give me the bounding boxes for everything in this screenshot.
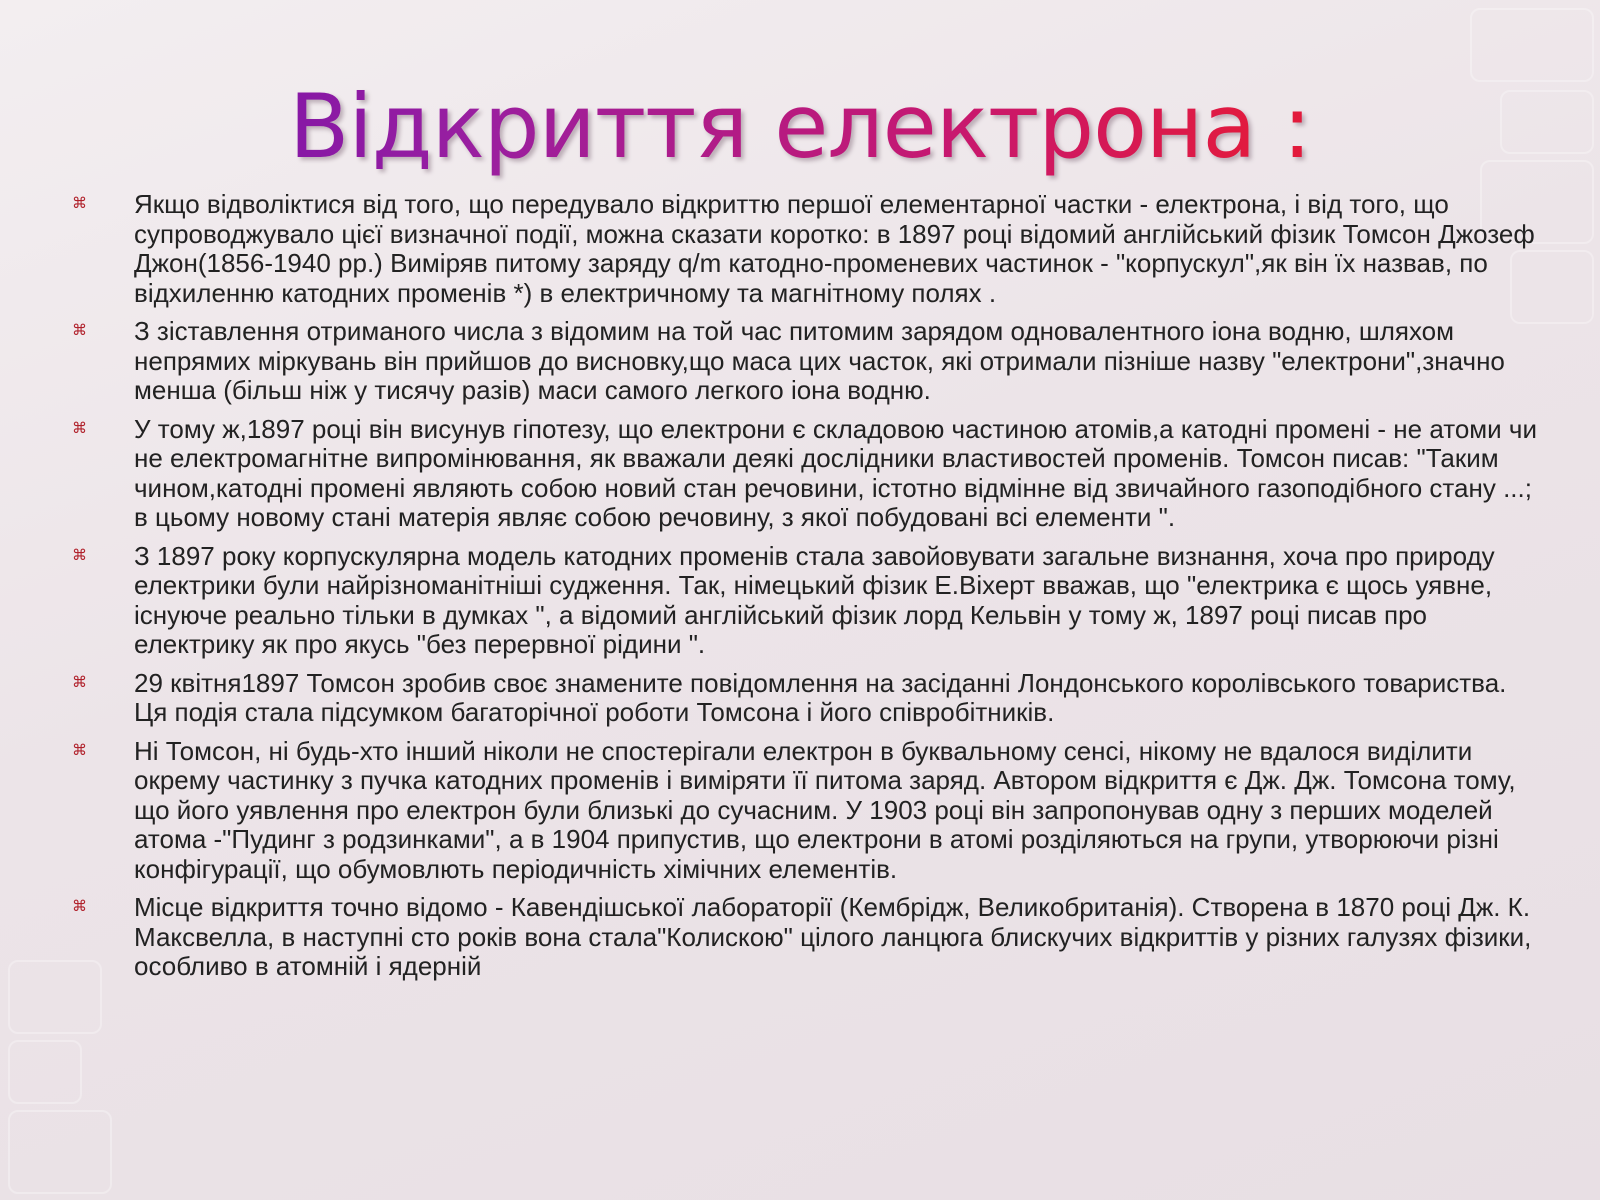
command-key-icon: ⌘ — [72, 419, 87, 437]
bullet-text: Місце відкриття точно відомо - Кавендішської лабораторії (Кембрідж, Великобританія). Створена в 1870 році Дж. К. Максвелла, в наступні сто років вона стала"Колискою" цілого ланцюга блискучих відкриттів у різних галузях фізики, особливо в атомній і ядерній — [134, 892, 1532, 981]
bullet-text: З 1897 року корпускулярна модель катодних променів стала завойовувати загальне визнання, хоча про природу електрики були найрізноманітніші судження. Так, німецький фізик Е.Віхерт вважав, що "електрика є щось уявне, існуюче реально тільки в думках ", а відомий англійський фізик лорд Кельвін у тому ж, 1897 році писав про електрику як про якусь "без перервної рідини ". — [134, 540, 1495, 659]
list-item — [72, 190, 1540, 308]
bullet-text: Якщо відволіктися від того, що передувало відкриттю першої елементарної частки - електрона, і від того, що супроводжувало цієї визначної події, можна сказати коротко: в 1897 році відомий англійський фізик Томсон Джозеф Джон(1856-1940 рр.) Виміряв питому заряду q/m катодно-променевих частинок - "корпускул",як він їх назвав, по відхиленню катодних променів *) в електричному та магнітному полях . — [134, 189, 1535, 308]
command-key-icon: ⌘ — [72, 898, 87, 915]
slide-title: Відкриття електрона : — [0, 72, 1600, 182]
bullet-text: У тому ж,1897 році він висунув гіпотезу, що електрони є складовою частиною атомів,а катодні промені - не атоми чи не електромагнітне випромінювання, як вважали деякі дослідники властивостей променів. Томсон писав: "Таким чином,катодні промені являють собою новий стан речовини, істотно відмінне від звичайного газоподібного стану ...; в цьому новому стані матерія являє собою речовину, з якої побудовані всі елементи ". — [134, 413, 1537, 532]
background-decoration — [8, 1110, 112, 1194]
list-item — [72, 737, 1540, 885]
list-item — [72, 893, 1540, 982]
list-item — [72, 542, 1540, 660]
list-item — [72, 669, 1540, 728]
list-item — [72, 415, 1540, 533]
bullet-list — [72, 190, 1540, 991]
command-key-icon: ⌘ — [72, 673, 87, 691]
bullet-text: Ні Томсон, ні будь-хто інший ніколи не спостерігали електрон в буквальному сенсі, нікому не вдалося виділити окрему частинку з пучка катодних променів і виміряти її питома заряд. Автором відкриття є Дж. Дж. Томсона тому, що його уявлення про електрон були близькі до сучасним. У 1903 році він запропонував одну з перших моделей атома -"Пудинг з родзинками", а в 1904 припустив, що електрони в атомі розділяються на групи, утворюючи різні конфігурації, що обумовлють періодичність хімічних елементів. — [134, 735, 1516, 884]
command-key-icon: ⌘ — [72, 322, 87, 339]
bullet-text: З зіставлення отриманого числа з відомим на той час питомим зарядом одновалентного іона водню, шляхом непрямих міркувань він прийшов до висновку,що маса цих часток, які отримали пізніше назву "електрони",значно менша (більш ніж у тисячу разів) маси самого легкого іона водню. — [134, 316, 1505, 405]
command-key-icon: ⌘ — [72, 546, 87, 564]
bullet-text: 29 квітня1897 Томсон зробив своє знамените повідомлення на засіданні Лондонського королівського товариства. Ця подія стала підсумком багаторічної роботи Томсона і його співробітників. — [134, 667, 1507, 727]
command-key-icon: ⌘ — [72, 741, 87, 759]
background-decoration — [8, 1040, 82, 1104]
list-item — [72, 317, 1540, 406]
command-key-icon: ⌘ — [72, 195, 87, 212]
background-decoration — [1470, 8, 1594, 82]
